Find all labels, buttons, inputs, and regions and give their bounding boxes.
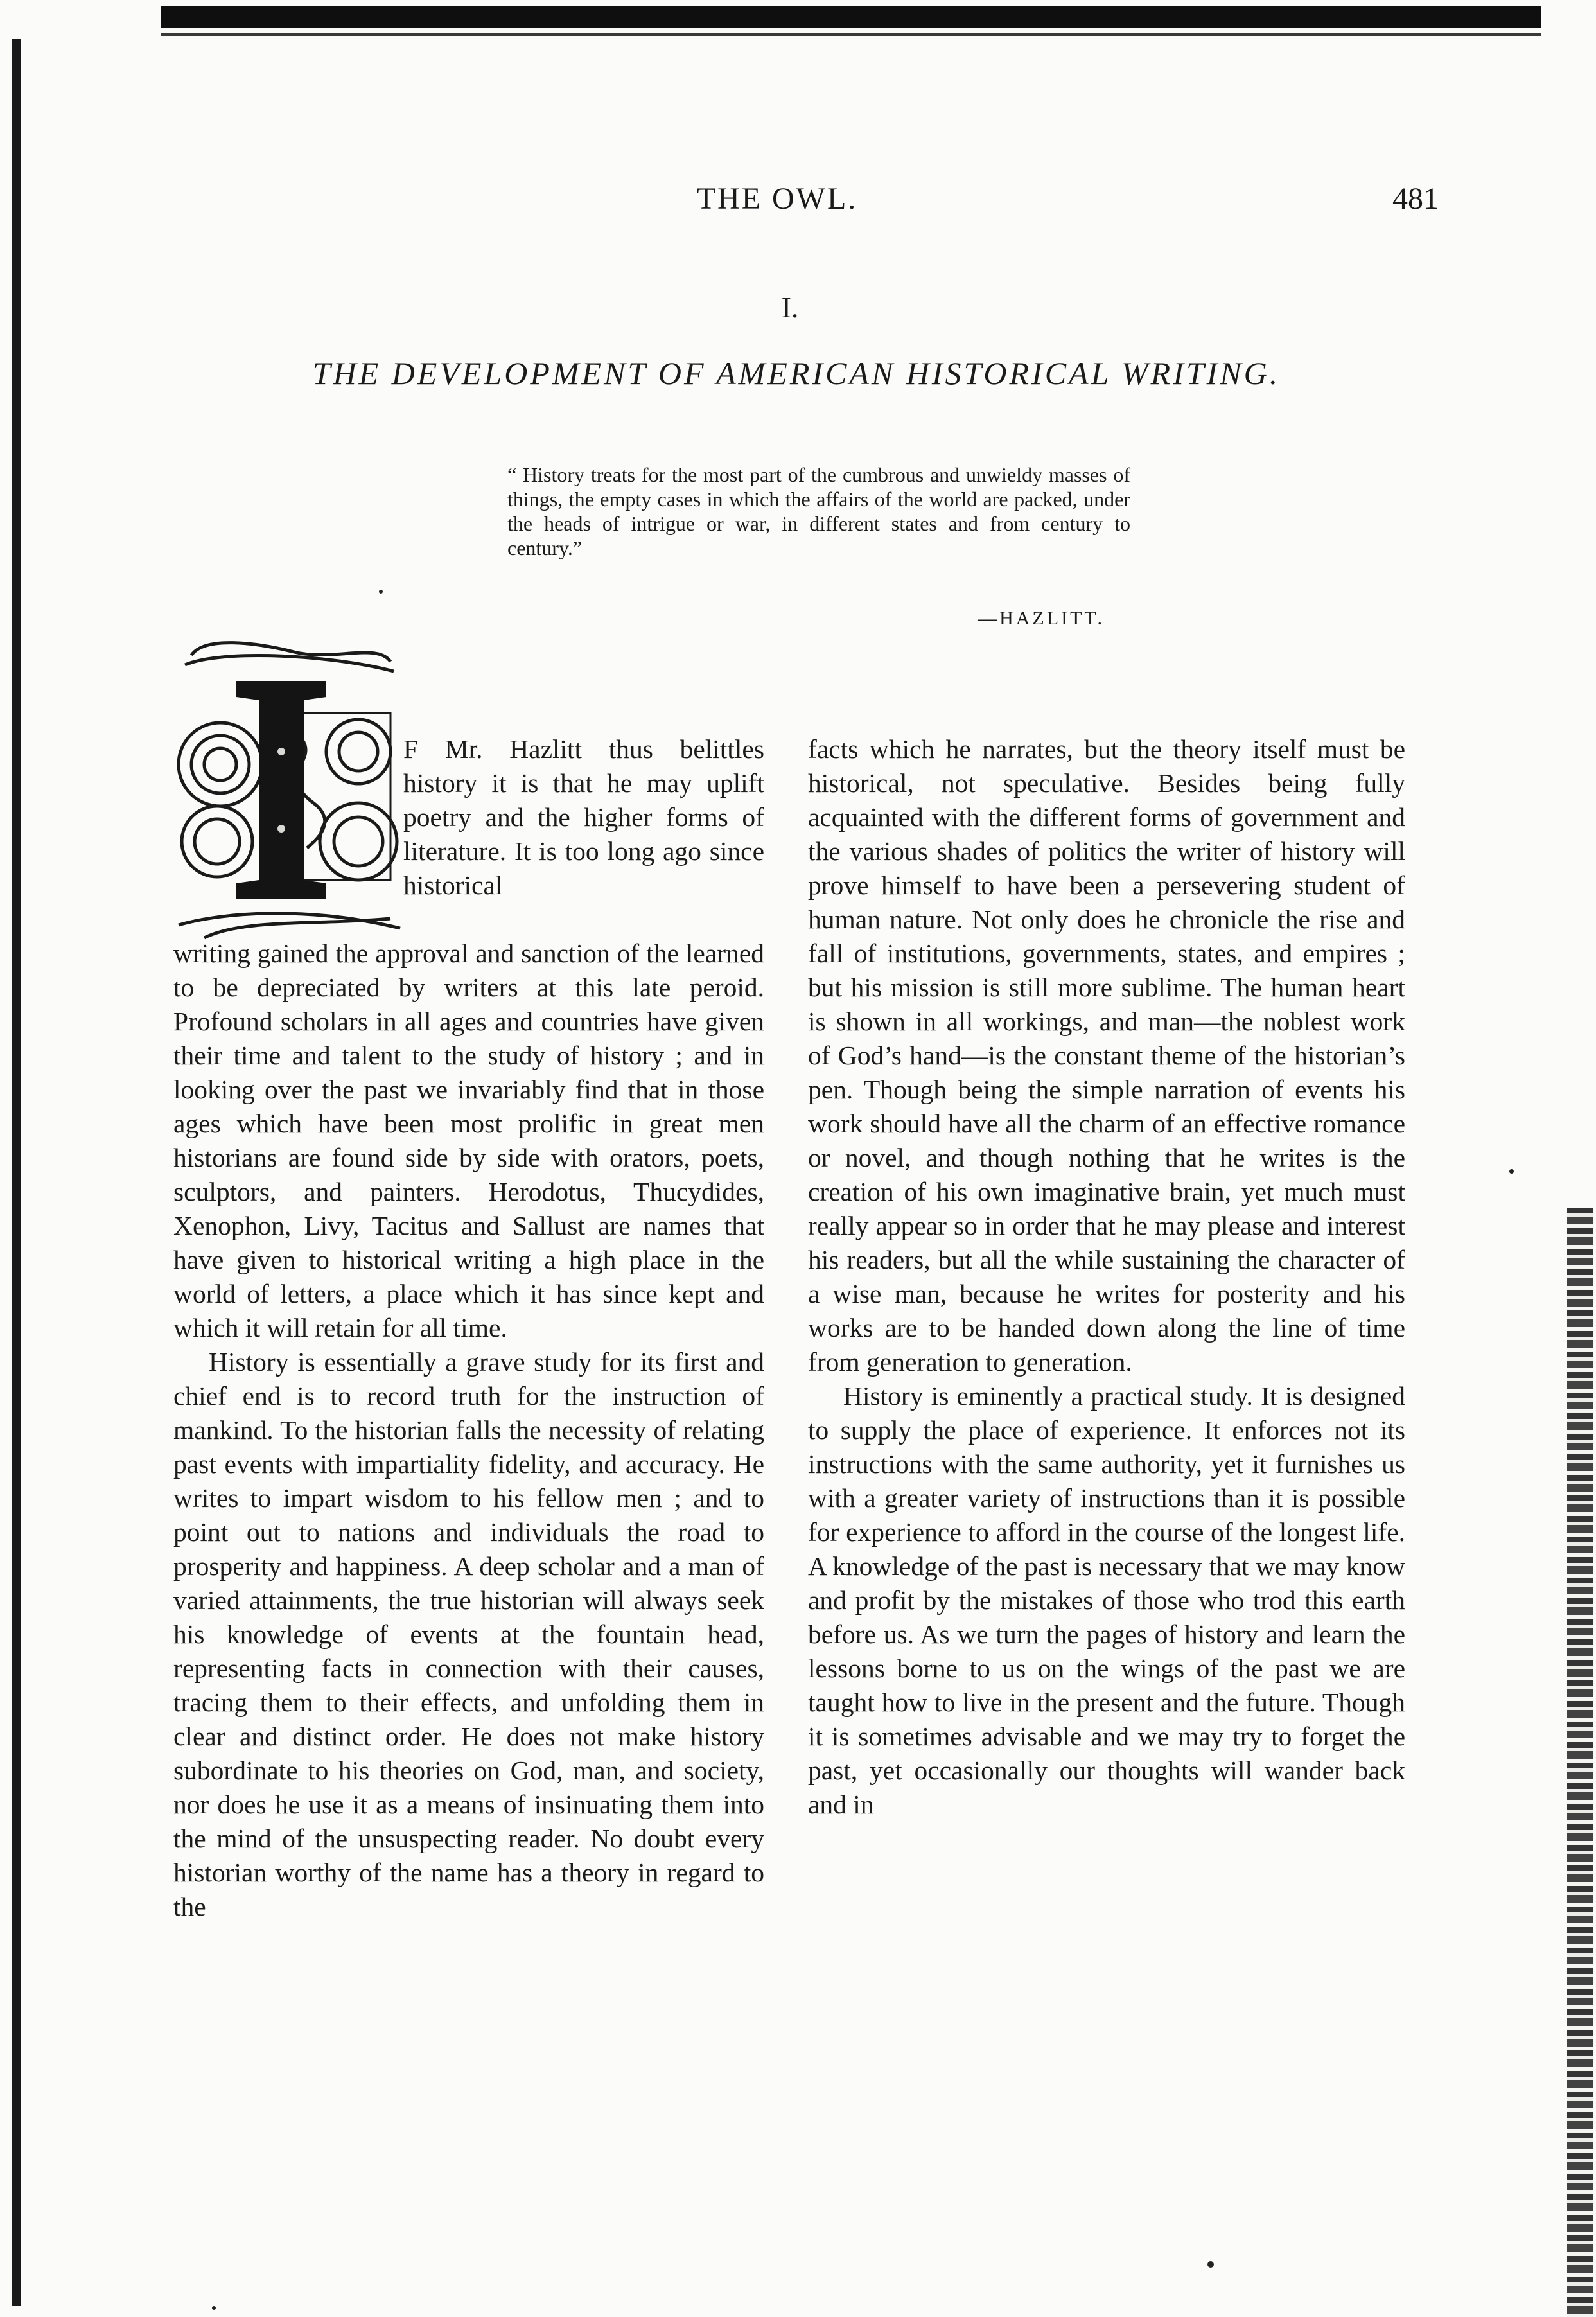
right-column	[808, 732, 1405, 1822]
epigraph-quote: “ History treats for the most part of the cumbrous and unwieldy masses of things, the empty cases in which the affairs of the world are packed, under the heads of intrigue or war, in different states and from century to century.”	[507, 463, 1130, 559]
ink-speck	[212, 2306, 216, 2310]
section-numeral: I.	[781, 291, 799, 324]
left-paragraph-2: History is essentially a grave study for its first and chief end is to record truth for the instruction of mankind. To the historian falls the necessity of relating past events with impartiality fidelity, and accuracy. He writes to impart wisdom to his fellow men ; and to point out to nations and individuals the road to prosperity and happiness. A deep scholar and a man of varied attainments, the true historian will always seek his knowledge of events at the fountain head, representing facts in connection with their causes, tracing them to their effects, and unfolding them in clear and distinct order. He does not make history subordinate to his theories on God, man, and society, nor does he use it as a means of insinuating them into the mind of the unsuspecting reader. No doubt every historian worthy of the name has a theory in regard to the	[173, 1347, 764, 1921]
right-paragraph-2: History is eminently a practical study. It is designed to supply the place of experience. It enforces not its instructions with the same authority, yet it furnishes us with a greater variety of instructions than it is possible for experience to afford in the course of the longest life. A knowledge of the past is necessary that we may know and profit by the mistakes of those who trod this earth before us. As we turn the pages of history and learn the lessons borne to us on the wings of the past we are taught how to live in the present and the future. Though it is sometimes advisable and we may try to forget the past, yet occasionally our thoughts will wander back and in	[808, 1381, 1405, 1819]
left-page-edge	[12, 39, 21, 2306]
ink-speck	[379, 590, 383, 594]
left-paragraph-1: writing gained the approval and sanction of the learned to be depreciated by writers at this late peroid. Profound scholars in all ages and countries have given their time and talent to the study of history ; and in looking over the past we invariably find that in those ages which have been most prolific in great men historians are found side by side with orators, poets, sculptors, and painters. Herodotus, Thucydides, Xenophon, Livy, Tacitus and Sallust are names that have given to historical writing a high place in the world of letters, a place which it has since kept and which it will retain for all time.	[173, 938, 764, 1343]
right-page-edge	[1567, 1208, 1593, 2317]
left-column-opening-lines: F Mr. Hazlitt thus belittles history it is that he may uplift poetry and the higher forms of literature. It is too long ago since historical	[403, 734, 764, 900]
left-column	[173, 732, 764, 1924]
epigraph-attribution: —HAZLITT.	[978, 608, 1105, 629]
running-head: THE OWL.	[696, 182, 858, 216]
ink-speck	[1509, 1169, 1514, 1174]
top-border-rule	[161, 6, 1541, 28]
ink-speck	[1207, 2261, 1214, 2268]
drop-cap-letter: I	[280, 795, 283, 802]
right-paragraph-1: facts which he narrates, but the theory itself must be historical, not speculative. Besides being fully acquainted with the different forms of government and the various shades of politics the writer of history will prove himself to have been a persevering student of human nature. Not only does he chronicle the rise and fall of institutions, governments, states, and empires ; but his mission is still more sublime. The human heart is shown in all workings, and man—the noblest work of God’s hand—is the constant theme of the historian’s pen. Though being the simple narration of events his work should have all the charm of an effective romance or novel, and though nothing that he writes is the creation of his own imaginative brain, yet much must really appear so in order that he may please and interest his readers, but all the while sustaining the character of a wise man, because he writes for posterity and his works are to be handed down along the line of time from generation to generation.	[808, 734, 1405, 1377]
top-border-thin-rule	[161, 33, 1541, 36]
page-number: 481	[1392, 182, 1439, 216]
article-title: THE DEVELOPMENT OF AMERICAN HISTORICAL WRITING.	[312, 355, 1281, 391]
